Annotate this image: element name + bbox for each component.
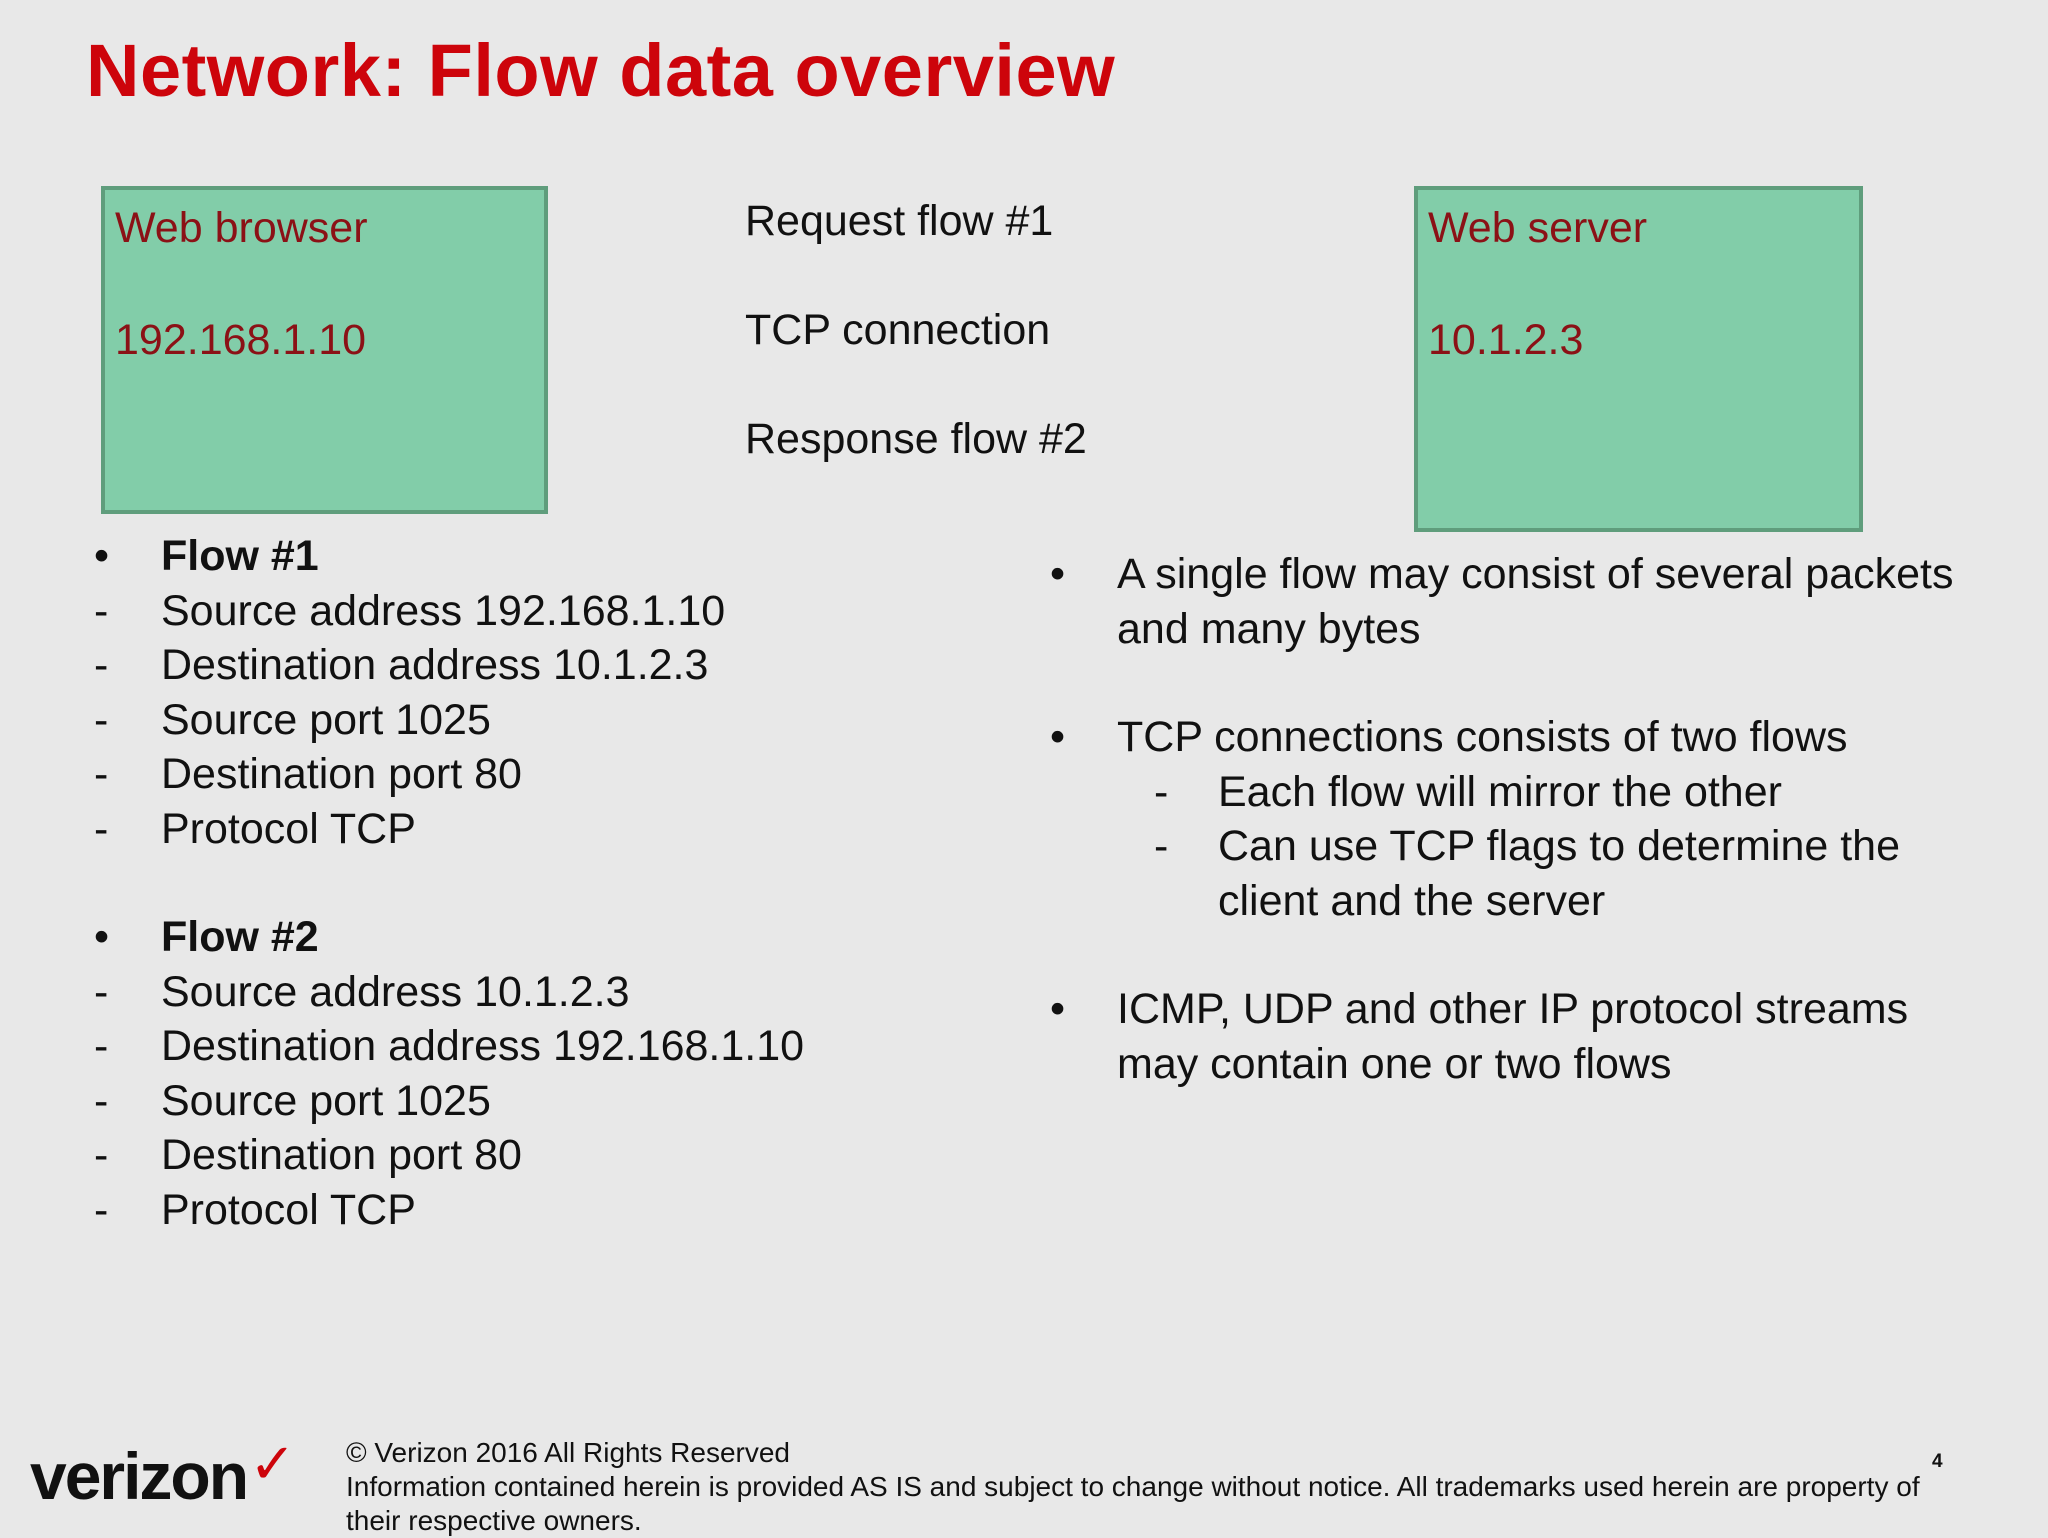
- list-item: [94, 1128, 994, 1183]
- slide-title: Network: Flow data overview: [86, 29, 1116, 112]
- bullet-marker: •: [1050, 550, 1066, 598]
- flow1-protocol: Protocol TCP: [161, 804, 416, 853]
- flow1-source-port: Source port 1025: [161, 695, 491, 744]
- tcp-connection-label: TCP connection: [745, 306, 1051, 354]
- flow-labels: [745, 197, 1087, 527]
- dash-marker: -: [94, 967, 109, 1016]
- dash-marker: -: [94, 586, 109, 635]
- web-browser-ip: 192.168.1.10: [115, 316, 367, 364]
- note-tcp-flags-cont: [1050, 874, 2030, 929]
- checkmark-icon: ✓: [249, 1432, 294, 1495]
- flow1-destination-address: Destination address 10.1.2.3: [161, 641, 709, 689]
- flow1-source-address: Source address 192.168.1.10: [161, 586, 726, 635]
- bullet-marker: •: [94, 913, 110, 961]
- note-tcp-flags-line2: client and the server: [1218, 876, 1606, 925]
- dash-marker: -: [94, 641, 109, 689]
- list-item: [94, 1019, 994, 1074]
- flow2-source-address: Source address 10.1.2.3: [161, 967, 630, 1016]
- list-item: [94, 965, 994, 1020]
- dash-marker: -: [1154, 767, 1169, 816]
- web-server-ip: 10.1.2.3: [1428, 316, 1584, 364]
- bullet-marker: •: [94, 532, 110, 580]
- bullet-marker: •: [1050, 985, 1066, 1033]
- note-icmp-udp-line1: ICMP, UDP and other IP protocol streams: [1117, 985, 1909, 1033]
- footer-legal: [346, 1436, 1956, 1538]
- request-flow-label: Request flow #1: [745, 197, 1054, 245]
- list-item: [94, 584, 994, 639]
- bullet-marker: •: [1050, 713, 1066, 761]
- note-single-flow-line1: A single flow may consist of several packets: [1117, 550, 1954, 598]
- dash-marker: -: [94, 1131, 109, 1179]
- flow2-heading-item: [94, 910, 994, 965]
- dash-marker: -: [94, 1076, 109, 1125]
- note-single-flow: [1050, 547, 2030, 602]
- note-single-flow-line2: and many bytes: [1117, 604, 1421, 653]
- copyright-text: © Verizon 2016 All Rights Reserved: [346, 1437, 790, 1468]
- logo-wordmark: verizon: [30, 1439, 248, 1513]
- verizon-logo: [30, 1432, 294, 1514]
- list-item: [94, 802, 994, 857]
- flow2-heading: Flow #2: [161, 913, 319, 961]
- page-number: 4: [1932, 1451, 1943, 1472]
- note-tcp-connections: [1050, 710, 2030, 765]
- dash-marker: -: [94, 750, 109, 798]
- dash-marker: -: [1154, 822, 1169, 870]
- note-tcp-flags-line1: Can use TCP flags to determine the: [1218, 822, 1901, 870]
- note-mirror: [1050, 765, 2030, 820]
- note-single-flow-cont: [1050, 602, 2030, 657]
- list-item: [94, 1074, 994, 1129]
- list-item: [94, 1183, 994, 1238]
- note-icmp-udp-cont: [1050, 1037, 2030, 1092]
- dash-marker: -: [94, 1022, 109, 1070]
- web-browser-box: [101, 186, 548, 514]
- note-tcp-flags: [1050, 819, 2030, 874]
- response-flow-label: Response flow #2: [745, 415, 1087, 463]
- disclaimer-line1: Information contained herein is provided AS IS and subject to change without notice. All trademarks used herein are property of: [346, 1471, 1920, 1502]
- list-item: [94, 693, 994, 748]
- flow-details-list: [94, 529, 994, 1237]
- flow1-heading: Flow #1: [161, 532, 319, 580]
- web-server-box: [1414, 186, 1863, 532]
- web-browser-label: Web browser: [115, 204, 368, 252]
- flow1-destination-port: Destination port 80: [161, 750, 522, 798]
- web-server-label: Web server: [1428, 204, 1648, 252]
- note-icmp-udp: [1050, 982, 2030, 1037]
- list-item: [94, 638, 994, 693]
- list-item: [94, 747, 994, 802]
- dash-marker: -: [94, 804, 109, 853]
- note-mirror-text: Each flow will mirror the other: [1218, 767, 1782, 816]
- dash-marker: -: [94, 1185, 109, 1234]
- dash-marker: -: [94, 695, 109, 744]
- flow2-source-port: Source port 1025: [161, 1076, 491, 1125]
- disclaimer-line2: their respective owners.: [346, 1505, 642, 1536]
- flow2-protocol: Protocol TCP: [161, 1185, 416, 1234]
- flow-notes-list: [1050, 547, 2030, 1091]
- flow2-destination-port: Destination port 80: [161, 1131, 522, 1179]
- flow2-destination-address: Destination address 192.168.1.10: [161, 1022, 805, 1070]
- note-tcp-connections-text: TCP connections consists of two flows: [1117, 713, 1848, 761]
- flow1-heading-item: [94, 529, 994, 584]
- note-icmp-udp-line2: may contain one or two flows: [1117, 1039, 1672, 1088]
